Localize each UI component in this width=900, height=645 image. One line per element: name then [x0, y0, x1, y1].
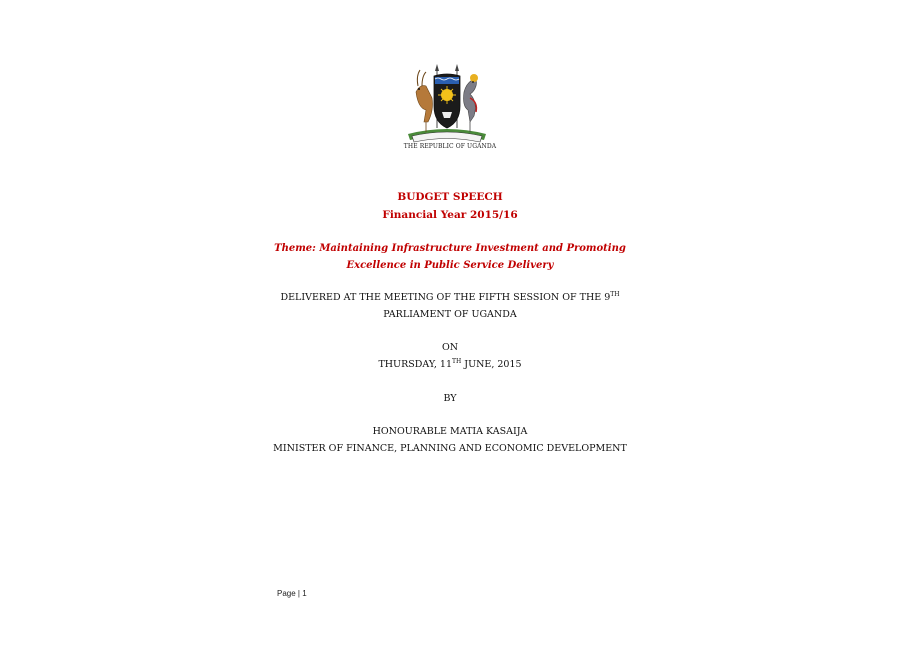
delivered-line-2: PARLIAMENT OF UGANDA — [383, 309, 517, 320]
delivered-line-1 — [0, 292, 900, 303]
theme-line-2: Excellence in Public Service Delivery — [346, 260, 554, 271]
crest-caption: THE REPUBLIC OF UGANDA — [403, 143, 497, 150]
on-label: ON — [441, 342, 459, 353]
date-prefix: THURSDAY, 11 — [378, 359, 452, 370]
by-label: BY — [443, 393, 457, 404]
date-ordinal-suffix: TH — [452, 358, 462, 365]
page-number: Page | 1 — [277, 589, 307, 598]
delivered-text: DELIVERED AT THE MEETING OF THE FIFTH SESSION OF THE 9 — [280, 292, 611, 303]
date-suffix: JUNE, 2015 — [461, 359, 522, 370]
uganda-coat-of-arms — [404, 62, 490, 144]
ordinal-suffix: TH — [610, 291, 620, 298]
theme-line-1: Theme: Maintaining Infrastructure Investment and Promoting — [274, 243, 626, 254]
delivery-date — [0, 359, 900, 370]
document-subtitle: Financial Year 2015/16 — [382, 209, 518, 221]
document-title: BUDGET SPEECH — [397, 191, 503, 203]
minister-position: MINISTER OF FINANCE, PLANNING AND ECONOMIC DEVELOPMENT — [273, 443, 627, 454]
minister-name: HONOURABLE MATIA KASAIJA — [372, 426, 528, 437]
